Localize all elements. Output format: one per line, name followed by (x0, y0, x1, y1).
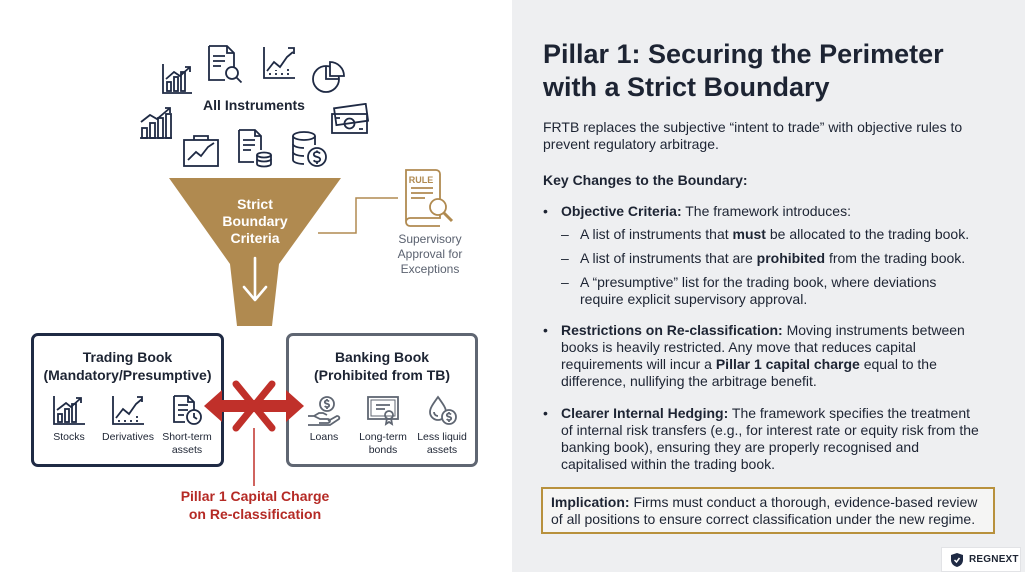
reclassification-blocked-arrow (196, 380, 312, 490)
line-chart-icon (110, 394, 146, 426)
all-instruments-label: All Instruments (203, 97, 305, 113)
key-changes-heading: Key Changes to the Boundary: (543, 172, 748, 188)
certificate-icon (365, 394, 401, 426)
trading-item-short-term: Short-term assets (156, 394, 218, 457)
trading-item-derivatives: Derivatives (97, 394, 159, 444)
shield-icon (950, 552, 964, 568)
banking-item-less-liquid: Less liquid assets (411, 394, 473, 457)
rule-book-icon (402, 168, 458, 230)
bullet-restrictions: • Restrictions on Re-classification: Moving instruments between books is heavily restricted. Any move that reduces capital requirements will incur a Pillar 1 capital charge equal to the difference, nullifying the arbitrage benefit. (543, 322, 965, 389)
brand-badge (941, 547, 1021, 572)
page-title: Pillar 1: Securing the Perimeter with a Strict Boundary (543, 39, 944, 102)
implication-box: Implication: Firms must conduct a thorough, evidence-based review of all positions to ensure correct classification under the new regime. (541, 487, 995, 534)
sub-item-must: – A list of instruments that must be allocated to the trading book. (561, 226, 970, 242)
intro-text: FRTB replaces the subjective “intent to trade” with objective rules to prevent regulatory arbitrage. (543, 119, 963, 152)
sub-item-presumptive: – A “presumptive” list for the trading book, where deviations require explicit supervisory approval. (561, 274, 937, 307)
diagram-panel (0, 0, 512, 572)
banking-item-bonds: Long-term bonds (352, 394, 414, 457)
banking-book-box (286, 333, 478, 467)
droplet-coin-icon (424, 394, 460, 426)
rule-label: RULE (408, 175, 434, 185)
funnel-text: Strict Boundary Criteria (222, 196, 288, 246)
supervisory-approval-text: Supervisory Approval for Exceptions (397, 232, 463, 276)
sub-item-prohibited: – A list of instruments that are prohibited from the trading book. (561, 250, 966, 266)
banking-item-loans: Loans (293, 394, 355, 444)
bar-chart-icon (51, 394, 87, 426)
bullet-internal-hedging: • Clearer Internal Hedging: The framework specifies the treatment of internal risk transfers (e.g., for interest rate or equity risk from the banking book), ensuring they are properly recognised and capitalised within the trading book. (543, 405, 979, 472)
brand-name: REGNEXT (969, 554, 1019, 565)
bullet-objective-criteria: • Objective Criteria: The framework introduces: (543, 203, 851, 219)
trading-book-title: Trading Book (Mandatory/Presumptive) (43, 349, 212, 383)
banking-book-title: Banking Book (Prohibited from TB) (313, 349, 451, 383)
trading-item-stocks: Stocks (38, 394, 100, 444)
capital-charge-label: Pillar 1 Capital Charge on Re-classification (180, 488, 330, 522)
